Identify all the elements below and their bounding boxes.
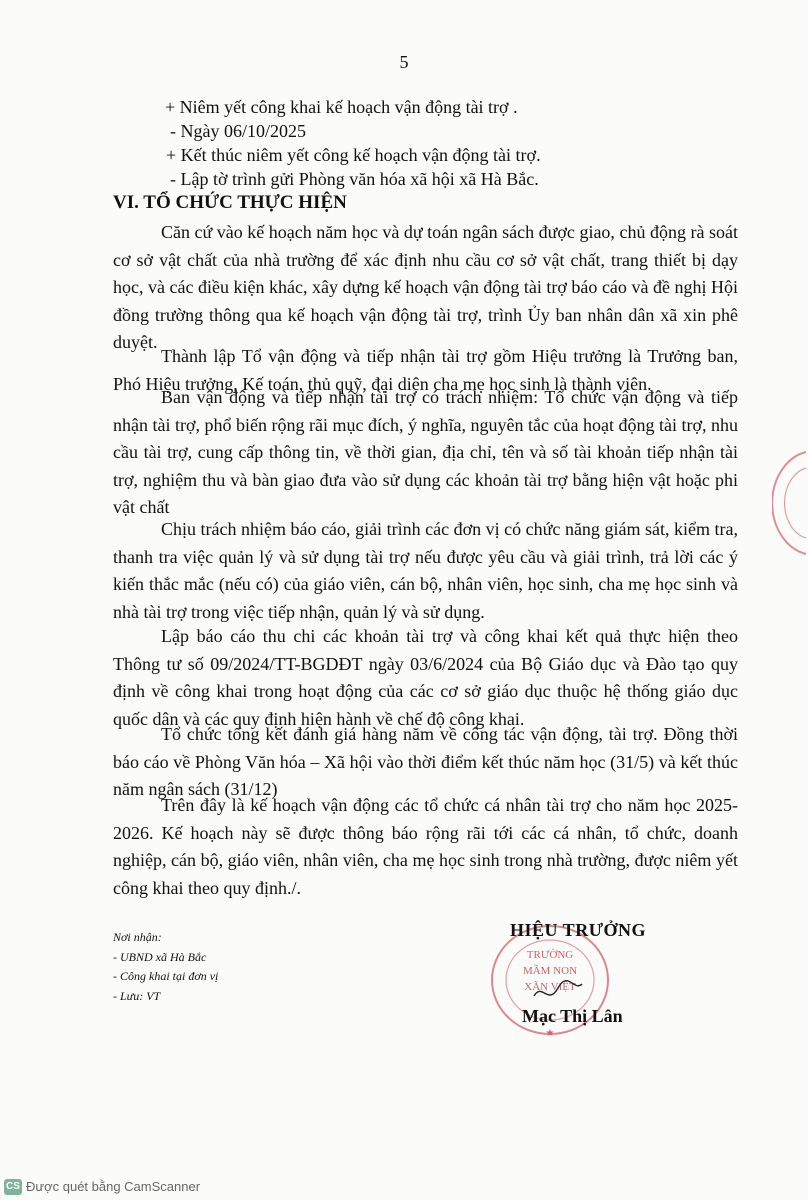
edge-stamp-fragment xyxy=(772,448,808,558)
recipients-label: Nơi nhận: xyxy=(113,930,162,944)
paragraph: Thành lập Tổ vận động và tiếp nhận tài trợ gồm Hiệu trưởng là Trưởng ban, Phó Hiệu trưởng, Kế toán, thủ quỹ, đại diện cha mẹ học sinh là thành viên. xyxy=(113,346,738,394)
school-stamp xyxy=(478,922,628,1052)
paragraph: Tổ chức tổng kết đánh giá hàng năm về công tác vận động, tài trợ. Đồng thời báo cáo về Phòng Văn hóa – Xã hội vào thời điểm kết thúc năm học (31/5) và kết thúc năm ngân sách (31/12) xyxy=(113,724,738,799)
paragraph: Căn cứ vào kế hoạch năm học và dự toán ngân sách được giao, chủ động rà soát cơ sở vật chất của nhà trường để xác định nhu cầu cơ sở vật chất, trang thiết bị dạy học, và các điều kiện khác, xây dựng kế hoạch vận động tài trợ báo cáo và đề nghị Hội đồng trường thông qua kế hoạch vận động tài trợ, trình Ủy ban nhân dân xã xin phê duyệt. xyxy=(113,222,738,352)
stamp-line: XÃN VIỆT xyxy=(524,981,576,993)
page-number: 5 xyxy=(399,52,409,72)
list-line: - Lập tờ trình gửi Phòng văn hóa xã hội xã Hà Bắc. xyxy=(170,169,539,189)
section-heading: VI. TỔ CHỨC THỰC HIỆN xyxy=(113,192,347,213)
footer-text: Được quét bằng CamScanner xyxy=(26,1179,201,1195)
recipients-block xyxy=(113,928,218,1006)
list-line: + Niêm yết công khai kế hoạch vận động tài trợ . xyxy=(165,97,518,117)
signer-name: Mạc Thị Lân xyxy=(522,1006,623,1026)
recipient-item: - UBND xã Hà Bắc xyxy=(113,949,207,964)
stamp-line: MẦM NON xyxy=(522,965,578,977)
camscanner-logo-icon: CS xyxy=(4,1179,22,1195)
signature-title: HIỆU TRƯỞNG xyxy=(510,920,647,940)
paragraph: Lập báo cáo thu chi các khoản tài trợ và công khai kết quả thực hiện theo Thông tư số 09/2024/TT-BGDĐT ngày 03/6/2024 của Bộ Giáo dục và Đào tạo quy định về công khai trong hoạt động của các cơ sở giáo dục thuộc hệ thống giáo dục quốc dân và các quy định hiện hành về chế độ công khai. xyxy=(113,626,738,729)
paragraph: Chịu trách nhiệm báo cáo, giải trình các đơn vị có chức năng giám sát, kiểm tra, thanh tra việc quản lý và sử dụng tài trợ nếu được yêu cầu và giải trình, trả lời các ý kiến thắc mắc (nếu có) của giáo viên, cán bộ, nhân viên, học sinh, cha mẹ học sinh và nhà tài trợ trong việc tiếp nhận, quản lý và sử dụng. xyxy=(113,519,738,622)
list-line: + Kết thúc niêm yết công kế hoạch vận động tài trợ. xyxy=(166,145,541,165)
recipient-item: - Lưu: VT xyxy=(113,988,161,1003)
stamp-line: TRƯỜNG xyxy=(526,949,574,961)
scanner-footer xyxy=(4,1178,200,1195)
stamp-star-icon: ★ xyxy=(545,1028,555,1039)
recipient-item: - Công khai tại đơn vị xyxy=(113,969,219,983)
paragraph: Ban vận động và tiếp nhận tài trợ có trách nhiệm: Tổ chức vận động và tiếp nhận tài trợ, phổ biến rộng rãi mục đích, ý nghĩa, nguyên tắc của hoạt động tài trợ, nhu cầu tài trợ, cung cấp thông tin, về thời gian, địa chỉ, tên và số tài khoản tiếp nhận tài trợ, nghiệm thu và bàn giao đưa vào sử dụng các khoản tài trợ bằng hiện vật hoặc phi vật chất xyxy=(113,387,738,517)
paragraph: Trên đây là kế hoạch vận động các tổ chức cá nhân tài trợ cho năm học 2025-2026. Kế hoạch này sẽ được thông báo rộng rãi tới các cá nhân, tổ chức, doanh nghiệp, cán bộ, giáo viên, nhân viên, cha mẹ học sinh trong nhà trường, được niêm yết công khai theo quy định./. xyxy=(113,795,738,898)
list-line: - Ngày 06/10/2025 xyxy=(170,121,306,141)
